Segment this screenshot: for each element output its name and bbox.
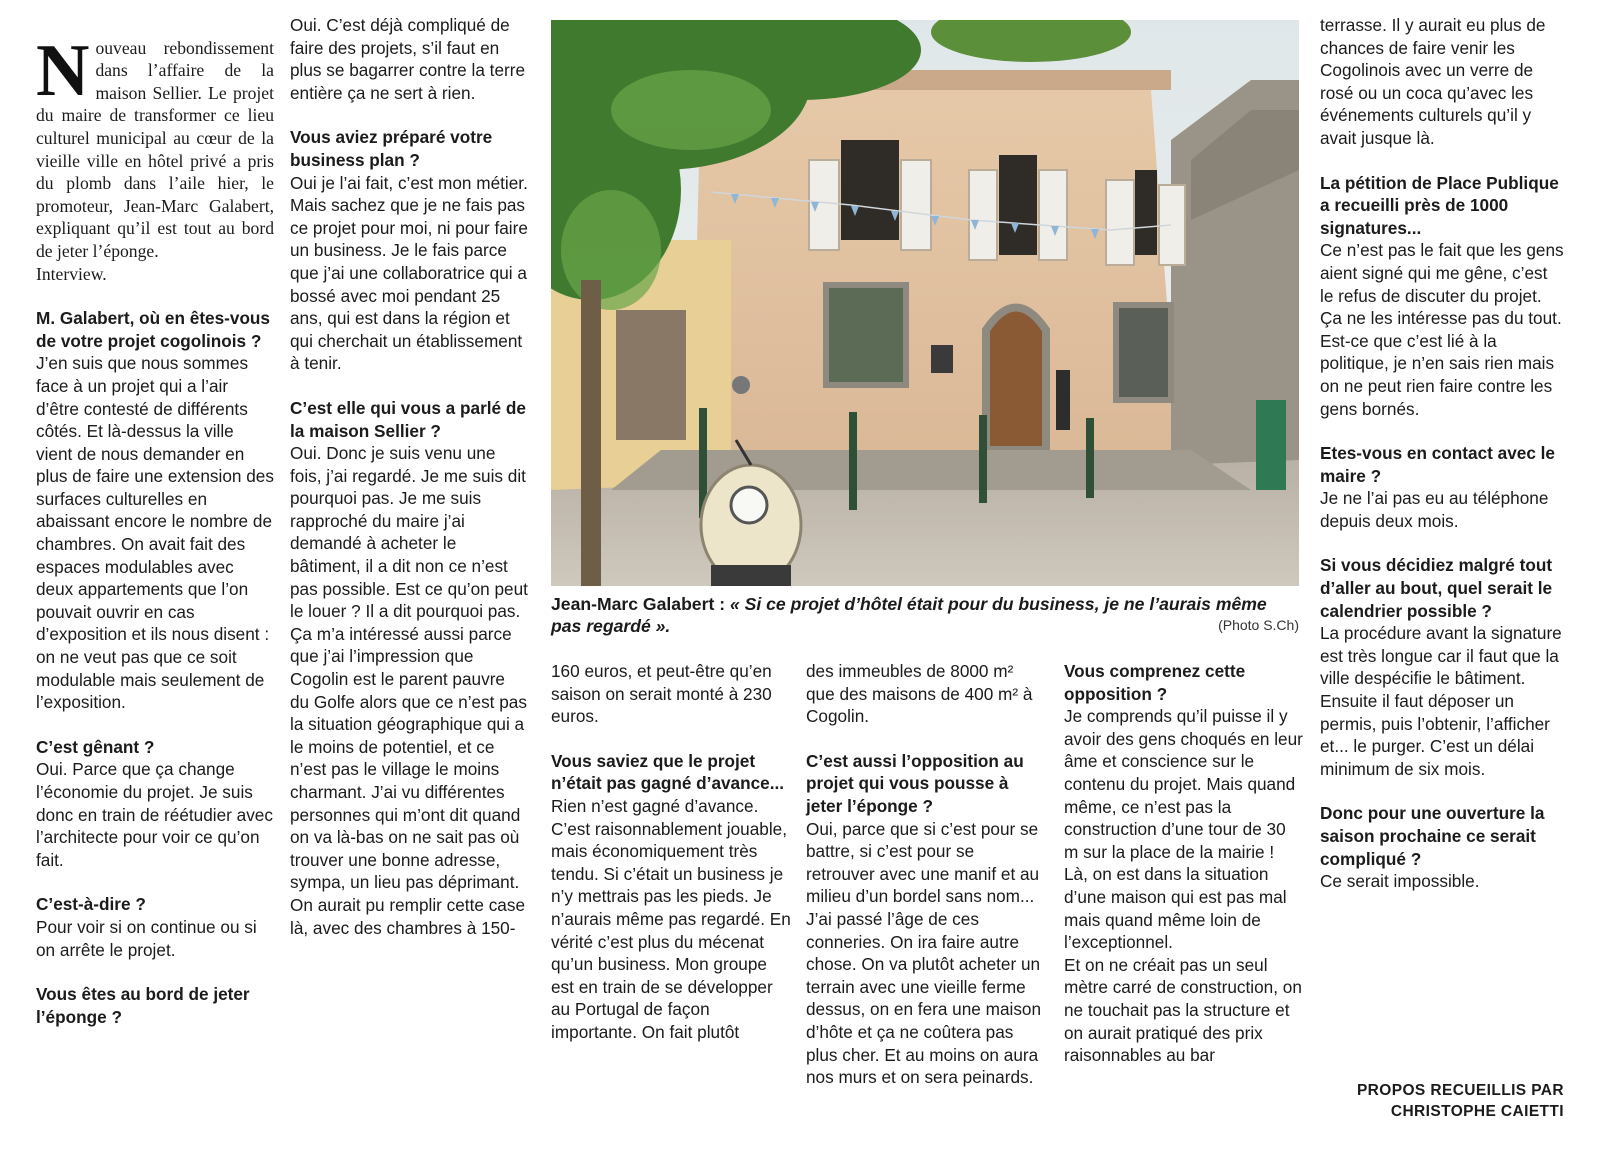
answer-paragraph: Oui je l’ai fait, c’est mon métier. Mais sachez que je ne fais pas ce projet pour moi, ni pour faire un business. Je le fais parce que j’ai une collaboratrice qui a bossé avec moi pendant 25 ans, qui est dans la région et qui cherchait un établissement à tenir. [290,172,528,374]
answer-paragraph: des immeubles de 8000 m² que des maisons de 400 m² à Cogolin. [806,661,1033,727]
question-heading: C’est gênant ? [36,736,155,757]
answer-paragraph: Ce serait impossible. [1320,871,1480,892]
column-body [1064,660,1304,1067]
maison-sellier-image [551,20,1299,586]
answer-paragraph: Et on ne créait pas un seul mètre carré de construction, on ne touchait pas la structure et on aurait pratiqué des prix raisonnables au bar [1064,954,1302,1066]
article-column-5 [1064,660,1304,1067]
answer-paragraph: Rien n’est gagné d’avance. C’est raisonnablement jouable, mais économiquement très tendu. Si c’était un business je n’y mettrais pas les pieds. Je n’aurais même pas regardé. En vérité c’est plus du mécenat qu’un business. Mon groupe est en train de se développer au Portugal de façon importante. On fait plutôt [551,795,791,1042]
article-column-3 [551,660,791,1044]
question-heading: Donc pour une ouverture la saison prochaine ce serait compliqué ? [1320,803,1545,869]
caption-text [551,593,1299,637]
article-column-1 [36,14,274,1028]
question-heading: La pétition de Place Publique a recueilli près de 1000 signatures... [1320,172,1559,238]
answer-paragraph: Je ne l’ai pas eu au téléphone depuis deux mois. [1320,488,1549,531]
answer-paragraph: 160 euros, et peut-être qu’en saison on serait monté à 230 euros. [551,661,772,727]
question-heading: Vous saviez que le projet n’était pas gagné d’avance... [551,750,785,794]
caption-name: Jean-Marc Galabert : [551,594,726,614]
photo-caption [551,593,1299,637]
question-heading: C’est aussi l’opposition au projet qui vous pousse à jeter l’éponge ? [806,750,1024,816]
question-heading: Vous comprenez cette opposition ? [1064,661,1246,704]
building-photo [551,20,1299,586]
question-heading: M. Galabert, où en êtes-vous de votre projet cogolinois ? [36,308,270,351]
answer-paragraph: Ce n’est pas le fait que les gens aient signé qui me gêne, c’est le refus de discuter du projet. Ça ne les intéresse pas du tout. Est-ce que c’est lié à la politique, je n’en sais rien mais on ne peut rien faire contre les gens bornés. [1320,240,1564,419]
answer-paragraph: J’en suis que nous sommes face à un projet qui a l’air d’être contesté de différents côtés. Et là-dessus la ville vient de nous demander en plus de faire une extension des surfaces culturelles en abaissant encore le nombre de chambres. On avait fait des espaces modulables avec deux appartements que l’on pouvait ouvrir en cas d’exposition et ils nous disent : on ne veut pas que ce soit modulable mais seulement de l’exposition. [36,353,274,713]
photo-credit: (Photo S.Ch) [1218,617,1299,633]
answer-paragraph: Je comprends qu’il puisse il y avoir des gens choqués en leur âme et conscience sur le contenu du projet. Mais quand même, ce n’est pas la construction d’une tour de 30 m sur la place de la mairie ! [1064,706,1303,862]
article-column-4 [806,660,1046,1089]
question-heading: Si vous décidiez malgré tout d’aller au bout, quel serait le calendrier possible ? [1320,555,1553,621]
answer-paragraph: Oui, parce que si c’est pour se battre, si c’est pour se retrouver avec une manif et au milieu d’un bordel sans nom... J’ai passé l’âge de ces conneries. On ira faire autre chose. On va plutôt acheter un terrain avec une vieille ferme dessus, on en fera une maison d’hôte et ça ne coûtera pas plus cher. Et au moins on aura nos murs et on sera peinards. [806,818,1042,1088]
answer-paragraph: terrasse. Il y aurait eu plus de chances de faire venir les Cogolinois avec un verre de rosé ou un coca qu’avec les événements culturels qu’il y avait jusque là. [1320,15,1546,148]
answer-paragraph: Oui. Donc je suis venu une fois, j’ai regardé. Je me suis dit pourquoi pas. Je me suis rapproché du maire j’ai demandé à acheter le bâtiment, il a dit non ce n’est pas possible. Est ce qu’on peut le louer ? Il a dit pourquoi pas. Ça m’a intéressé aussi parce que j’ai l’impression que Cogolin est le parent pauvre du Golfe alors que ce n’est pas la situation géographique qui a le moins de potentiel, et ce n’est pas le village le moins charmant. J’ai vu différentes personnes qui m’ont dit quand on va là-bas on ne sait pas où trouver une bonne adresse, sympa, un lieu pas déprimant. On aurait pu remplir cette case là, avec des chambres à 150- [290,443,528,938]
column-body [1320,14,1564,893]
answer-paragraph: La procédure avant la signature est très longue car il faut que la ville despécifie le bâtiment. Ensuite il faut déposer un permis, puis l’obtenir, l’afficher et... le purger. C’est un délai minimum de six mois. [1320,623,1562,779]
dropcap: N [36,29,90,112]
column-body [551,660,791,1044]
answer-paragraph: Là, on est dans la situation d’une maison qui est pas mal mais quand même loin de l’exceptionnel. [1064,864,1287,953]
byline [1320,1080,1564,1122]
column-body [806,660,1046,1089]
answer-paragraph: Oui. Parce que ça change l’économie du projet. Je suis donc en train de réétudier avec l’architecte pour voir ce qu’on fait. [36,759,273,870]
byline-line-2: CHRISTOPHE CAIETTI [1390,1103,1564,1120]
intro-text: ouveau rebondissement dans l’affaire de la maison Sellier. Le projet du maire de transformer ce lieu culturel municipal au cœur de la vieille ville en hôtel privé a pris du plomb dans l’aile hier, le promoteur, Jean-Marc Galabert, expliquant qu’il est tout au bord de jeter l’éponge. [36,37,274,261]
answer-paragraph: Pour voir si on continue ou si on arrête le projet. [36,916,257,960]
question-heading: C’est elle qui vous a parlé de la maison Sellier ? [290,397,526,441]
answer-paragraph: Oui. C’est déjà compliqué de faire des projets, s’il faut en plus se bagarrer contre la terre entière ça ne sert à rien. [290,15,526,103]
intro-label: Interview. [36,263,107,284]
intro-paragraph [36,14,274,263]
caption-quote: « Si ce projet d’hôtel était pour du business, je ne l’aurais même pas regardé ». [551,594,1267,636]
column-body [290,14,528,939]
question-heading: Etes-vous en contact avec le maire ? [1320,443,1555,486]
article-column-6 [1320,14,1564,893]
column-body [36,307,274,1028]
byline-line-1: PROPOS RECUEILLIS PAR [1356,1082,1564,1099]
article-column-2 [290,14,528,939]
question-heading: Vous aviez préparé votre business plan ? [290,127,493,170]
question-heading: C’est-à-dire ? [36,894,146,915]
question-heading: Vous êtes au bord de jeter l’éponge ? [36,984,250,1027]
